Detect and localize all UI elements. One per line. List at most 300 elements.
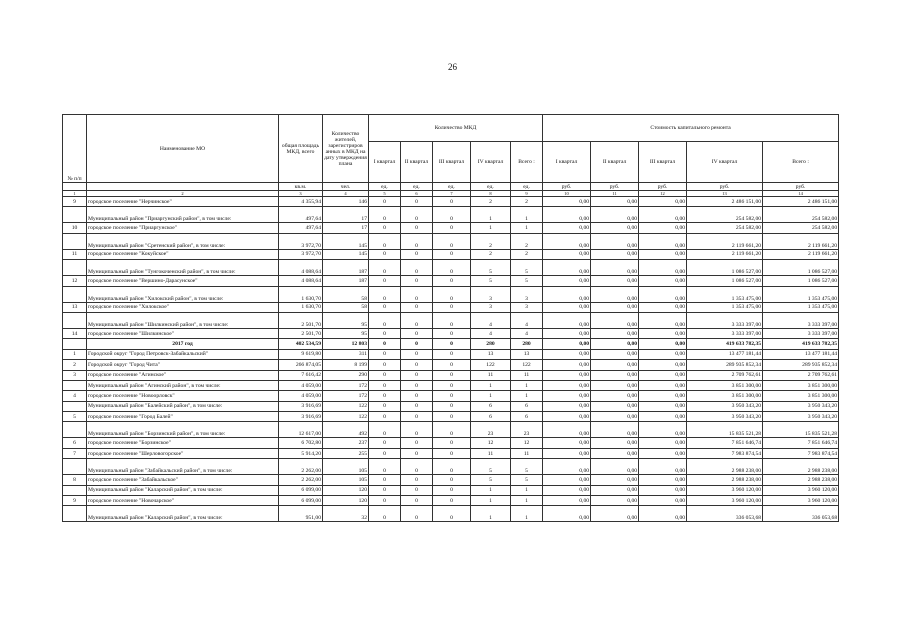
table-cell: 0,00 (543, 370, 591, 380)
table-cell: Муниципальный район "Балейский район", в том числе: (87, 401, 279, 411)
unit-cell (63, 183, 87, 191)
table-cell: 0,00 (639, 197, 687, 207)
table-cell: 0 (401, 380, 433, 390)
table-cell: 497,64 (279, 207, 323, 223)
table-cell: 0 (401, 506, 433, 522)
table-cell: 13 (63, 302, 87, 312)
table-cell: 0 (369, 380, 401, 390)
table-cell: 0,00 (543, 412, 591, 422)
table-cell: 4 (511, 312, 543, 328)
table-cell: 14 (63, 328, 87, 338)
table-cell: Городской округ "Город Чита" (87, 360, 279, 370)
table-cell: 0 (401, 328, 433, 338)
header-cost-q2: II квартал (591, 142, 639, 183)
table-cell: 11 (471, 448, 511, 458)
table-cell: 58 (323, 286, 369, 302)
table-row (63, 380, 839, 390)
page-number: 26 (448, 62, 457, 72)
unit-cell: ед. (369, 183, 401, 191)
table-cell: 0,00 (639, 422, 687, 438)
table-cell: 0 (433, 401, 471, 411)
table-cell: 0,00 (591, 207, 639, 223)
table-cell: 0 (433, 249, 471, 259)
table-cell: городское поселение "Шерловогорское" (87, 448, 279, 458)
table-cell: 0 (433, 485, 471, 495)
table-row (63, 438, 839, 448)
table-cell: 3 960 120,00 (687, 485, 763, 495)
table-cell: 17 (323, 223, 369, 233)
table-cell: 145 (323, 249, 369, 259)
table-cell: 0 (369, 401, 401, 411)
table-cell: 0,00 (639, 249, 687, 259)
table-cell: 0,00 (591, 370, 639, 380)
table-cell: 0 (401, 475, 433, 485)
table-cell: 5 (511, 276, 543, 286)
table-cell: городское поселение "Шилкинское" (87, 328, 279, 338)
table-cell: 0 (401, 249, 433, 259)
table-cell: 0 (369, 197, 401, 207)
table-cell: 172 (323, 391, 369, 401)
table-cell: 280 (511, 339, 543, 349)
table-row (63, 422, 839, 438)
table-cell: 11 (471, 370, 511, 380)
table-cell (63, 339, 87, 349)
table-cell: 0,00 (591, 339, 639, 349)
table-cell: 254 582,00 (763, 207, 839, 223)
header-cost-total: Всего : (763, 142, 839, 183)
table-cell: 0,00 (639, 438, 687, 448)
table-cell: 172 (323, 380, 369, 390)
table-cell: 0,00 (543, 339, 591, 349)
table-cell: 0,00 (639, 360, 687, 370)
table-cell: 0,00 (543, 360, 591, 370)
table-cell: городское поселение "Забайкальское" (87, 475, 279, 485)
table-cell: 0,00 (639, 496, 687, 506)
table-cell: 0 (369, 496, 401, 506)
table-cell: 280 (471, 339, 511, 349)
table-cell: 6 (471, 401, 511, 411)
table-cell: 0,00 (639, 312, 687, 328)
table-cell: 254 582,00 (687, 223, 763, 233)
table-cell: 0 (433, 475, 471, 485)
table-cell: 1 630,70 (279, 286, 323, 302)
table-cell: 0,00 (639, 286, 687, 302)
column-number-cell: 3 (279, 191, 323, 197)
table-cell: 7 (63, 448, 87, 458)
table-cell: 0 (433, 391, 471, 401)
table-cell: 0 (369, 312, 401, 328)
table-cell: 3 960 120,00 (763, 496, 839, 506)
header-mkd-total: Всего : (511, 142, 543, 183)
table-cell: 336 053,68 (687, 506, 763, 522)
table-cell: 0,00 (639, 380, 687, 390)
table-cell: 419 633 782,35 (687, 339, 763, 349)
column-number-cell: 8 (471, 191, 511, 197)
table-cell: 3 950 343,20 (763, 401, 839, 411)
table-cell: 3 950 343,20 (763, 412, 839, 422)
table-cell: 0 (401, 391, 433, 401)
table-cell: 0 (401, 438, 433, 448)
unit-cell: руб. (591, 183, 639, 191)
table-cell: 1 (511, 496, 543, 506)
table-cell: 1 (471, 380, 511, 390)
table-cell: 0,00 (639, 448, 687, 458)
table-cell: 0,00 (543, 422, 591, 438)
table-cell: Муниципальный район "Тунгокоченский район", в том числе: (87, 260, 279, 276)
table-cell: 0 (433, 233, 471, 249)
table-cell: 0 (369, 475, 401, 485)
table-cell: 145 (323, 233, 369, 249)
table-cell: 0 (433, 312, 471, 328)
table-cell: городское поселение "Хилокское" (87, 302, 279, 312)
column-number-cell: 2 (87, 191, 279, 197)
table-cell: 0 (401, 360, 433, 370)
table-cell (63, 286, 87, 302)
table-cell: 0 (369, 391, 401, 401)
header-mkd-q3: III квартал (433, 142, 471, 183)
table-cell: 0,00 (591, 312, 639, 328)
table-cell: 3 972,70 (279, 249, 323, 259)
table-cell: 1 (471, 391, 511, 401)
table-cell: 6 099,00 (279, 485, 323, 495)
table-cell: 0,00 (543, 349, 591, 359)
table-cell: 0,00 (639, 233, 687, 249)
table-cell: 3 916,69 (279, 401, 323, 411)
table-row (63, 302, 839, 312)
table-cell: 0,00 (639, 485, 687, 495)
table-cell: 289 935 852,34 (763, 360, 839, 370)
table-cell: 10 (63, 223, 87, 233)
table-cell: 2 (471, 249, 511, 259)
table-cell: 336 053,68 (763, 506, 839, 522)
table-cell: 1 (511, 506, 543, 522)
table-cell: 5 (471, 276, 511, 286)
table-cell: 951,00 (279, 506, 323, 522)
table-cell: 0,00 (591, 496, 639, 506)
table-cell: 0,00 (543, 380, 591, 390)
table-cell: 23 (511, 422, 543, 438)
table-cell: 4 059,00 (279, 391, 323, 401)
table-cell: 4 355,94 (279, 197, 323, 207)
table-cell: 5 (471, 260, 511, 276)
table-cell: 0,00 (639, 370, 687, 380)
table-cell (63, 485, 87, 495)
table-cell (63, 233, 87, 249)
table-cell: 187 (323, 260, 369, 276)
table-cell: 0,00 (639, 391, 687, 401)
table-cell: 0 (401, 223, 433, 233)
table-cell: 2 988 238,00 (687, 459, 763, 475)
table-cell: 0,00 (543, 276, 591, 286)
table-cell: 0,00 (543, 223, 591, 233)
table-cell: городское поселение "Кокуйское" (87, 249, 279, 259)
table-cell: 8 (63, 475, 87, 485)
table-cell: 0 (401, 233, 433, 249)
table-cell: 0,00 (543, 302, 591, 312)
table-cell: 6 (511, 412, 543, 422)
table-cell: 0,00 (639, 276, 687, 286)
table-cell: 0,00 (591, 485, 639, 495)
table-cell: 3 333 397,00 (687, 312, 763, 328)
table-cell: 105 (323, 459, 369, 475)
table-row (63, 448, 839, 458)
table-cell: 105 (323, 475, 369, 485)
table-cell: 32 (323, 506, 369, 522)
table-cell: 0 (401, 459, 433, 475)
table-cell: 1 (511, 391, 543, 401)
table-cell: 0 (369, 412, 401, 422)
table-cell: 0 (369, 260, 401, 276)
table-cell: 2 (511, 233, 543, 249)
table-cell: 0,00 (591, 223, 639, 233)
table-cell: 120 (323, 496, 369, 506)
table-cell: 0,00 (543, 197, 591, 207)
table-cell: 3 950 343,20 (687, 412, 763, 422)
unit-cell: ед. (433, 183, 471, 191)
table-cell: 0,00 (591, 380, 639, 390)
table-cell: 6 099,00 (279, 496, 323, 506)
column-number-cell: 11 (591, 191, 639, 197)
table-cell: 0 (433, 360, 471, 370)
table-cell: 0,00 (591, 391, 639, 401)
table-cell: 3 (511, 286, 543, 302)
header-mkd-group: Количество МКД (369, 115, 543, 142)
header-mkd-q2: II квартал (401, 142, 433, 183)
table-cell: 0,00 (543, 328, 591, 338)
table-cell: 0 (401, 496, 433, 506)
table-cell: 0,00 (543, 496, 591, 506)
table-cell: 3 333 397,00 (763, 312, 839, 328)
table-cell: 0 (433, 412, 471, 422)
table-cell: 1 353 475,00 (687, 286, 763, 302)
column-number-cell: 6 (401, 191, 433, 197)
table-cell: 2 119 661,20 (687, 249, 763, 259)
table-cell: 0 (369, 339, 401, 349)
table-cell: 2 988 238,00 (763, 475, 839, 485)
table-cell: 1 086 527,00 (763, 276, 839, 286)
table-cell: 0 (433, 448, 471, 458)
table-cell: 12 (63, 276, 87, 286)
table-cell: 15 835 521,28 (763, 422, 839, 438)
table-cell: 13 477 181,44 (687, 349, 763, 359)
column-number-cell: 13 (687, 191, 763, 197)
table-cell: 0 (433, 506, 471, 522)
table-cell: 0,00 (591, 328, 639, 338)
column-number-cell: 14 (763, 191, 839, 197)
table-cell: 237 (323, 438, 369, 448)
table-cell: 1 086 527,00 (687, 260, 763, 276)
header-name: Наименование МО (87, 115, 279, 183)
table-cell: 95 (323, 328, 369, 338)
table-cell: 7 616,42 (279, 370, 323, 380)
table-cell: 6 (511, 401, 543, 411)
table-cell: 4 088,64 (279, 276, 323, 286)
table-cell: городское поселение "Нерчинское" (87, 197, 279, 207)
table-cell: 1 (511, 380, 543, 390)
table-cell: 0,00 (543, 249, 591, 259)
table-cell: 0,00 (639, 302, 687, 312)
table-cell: 1 086 527,00 (687, 276, 763, 286)
column-number-cell: 4 (323, 191, 369, 197)
table-cell: 254 582,00 (763, 223, 839, 233)
table-cell: 4 (511, 328, 543, 338)
table-cell: 0 (369, 328, 401, 338)
table-cell: 0,00 (543, 485, 591, 495)
table-cell: 0,00 (543, 233, 591, 249)
table-cell: 13 477 181,44 (763, 349, 839, 359)
table-cell (63, 207, 87, 223)
table-cell: 2 (471, 233, 511, 249)
table-cell: 6 (471, 412, 511, 422)
table-cell: 7 983 874,54 (687, 448, 763, 458)
table-cell: 5 (511, 475, 543, 485)
table-cell: 0,00 (543, 260, 591, 276)
table-cell: 0 (433, 276, 471, 286)
table-cell: 0,00 (591, 302, 639, 312)
unit-cell: руб. (763, 183, 839, 191)
table-cell: 58 (323, 302, 369, 312)
table-cell: Муниципальный район "Сретенский район", в том числе: (87, 233, 279, 249)
table-cell: 0 (433, 207, 471, 223)
table-cell: 2 988 238,00 (763, 459, 839, 475)
table-cell: 6 702,80 (279, 438, 323, 448)
table-cell: 12 617,00 (279, 422, 323, 438)
table-cell: 0,00 (639, 459, 687, 475)
header-cost-q3: III квартал (639, 142, 687, 183)
table-cell: 0,00 (543, 391, 591, 401)
table-cell: 1 (511, 485, 543, 495)
table-cell: Муниципальный район "Борзинский район", в том числе: (87, 422, 279, 438)
table-row (63, 286, 839, 302)
unit-cell: ед. (471, 183, 511, 191)
table-cell: 0 (369, 349, 401, 359)
table-cell: 1 353 475,00 (687, 302, 763, 312)
table-cell: 0 (433, 302, 471, 312)
table-cell: 1 (471, 496, 511, 506)
table-cell: 1 (471, 223, 511, 233)
table-cell: 15 835 521,28 (687, 422, 763, 438)
table-cell: 0 (369, 233, 401, 249)
table-cell: 0 (401, 370, 433, 380)
table-cell: 5 (471, 475, 511, 485)
table-cell: Муниципальный район "Хилокский район", в том числе: (87, 286, 279, 302)
table-row (63, 496, 839, 506)
table-cell: 3 851 300,00 (763, 380, 839, 390)
table-cell: 402 534,59 (279, 339, 323, 349)
table-cell: 0,00 (591, 412, 639, 422)
table-cell: 3 333 397,00 (687, 328, 763, 338)
table-cell: 7 851 646,74 (687, 438, 763, 448)
column-number-cell: 10 (543, 191, 591, 197)
table-cell: 0 (433, 349, 471, 359)
table-cell: 3 960 120,00 (687, 496, 763, 506)
table-cell: 0 (369, 370, 401, 380)
table-cell: 1 (511, 223, 543, 233)
table-cell: 11 (511, 370, 543, 380)
table-cell: 5 (471, 459, 511, 475)
table-cell: 0 (369, 448, 401, 458)
unit-cell: руб. (639, 183, 687, 191)
table-row (63, 401, 839, 411)
table-row (63, 412, 839, 422)
units-row (63, 183, 839, 191)
table-cell: 0,00 (591, 448, 639, 458)
table-cell: 12 803 (323, 339, 369, 349)
table-cell: 419 633 782,35 (763, 339, 839, 349)
table-cell: 2 501,70 (279, 312, 323, 328)
header-num: № п/п (63, 115, 87, 183)
table-cell: 0 (401, 276, 433, 286)
table-cell: 4 088,64 (279, 260, 323, 276)
table-cell: городское поселение "Агинское" (87, 370, 279, 380)
table-cell: 3 (511, 302, 543, 312)
table-cell: городское поселение "Новоорловск" (87, 391, 279, 401)
table-cell: 5 (63, 412, 87, 422)
table-cell: 0,00 (639, 207, 687, 223)
table-cell: 0 (369, 485, 401, 495)
table-cell: 0,00 (591, 233, 639, 249)
table-cell: 0,00 (591, 401, 639, 411)
table-row (63, 391, 839, 401)
table-cell: 0 (433, 339, 471, 349)
table-cell (63, 459, 87, 475)
table-cell: 122 (323, 412, 369, 422)
table-cell (63, 401, 87, 411)
table-cell: 1 353 475,00 (763, 286, 839, 302)
table-cell: 2017 год (87, 339, 279, 349)
table-cell: 0,00 (543, 312, 591, 328)
table-cell: 0 (401, 302, 433, 312)
table-cell: 0,00 (639, 475, 687, 485)
table-cell: Муниципальный район "Забайкальский район", в том числе: (87, 459, 279, 475)
table-cell: 2 486 151,00 (687, 197, 763, 207)
table-cell: 0 (401, 422, 433, 438)
table-cell: 0,00 (591, 249, 639, 259)
table-cell: 3 851 300,00 (763, 391, 839, 401)
table-cell: 0 (433, 496, 471, 506)
table-cell: 0,00 (591, 276, 639, 286)
table-cell: 2 (511, 197, 543, 207)
table-cell: городское поселение "Вершино-Дарасунское" (87, 276, 279, 286)
table-cell: Муниципальный район "Агинский район", в том числе: (87, 380, 279, 390)
table-cell: 2 119 661,20 (687, 233, 763, 249)
table-cell: 0 (369, 276, 401, 286)
table-cell: 0,00 (591, 360, 639, 370)
table-row (63, 485, 839, 495)
unit-cell: ед. (401, 183, 433, 191)
table-cell: 0,00 (639, 260, 687, 276)
table-cell: 0 (433, 197, 471, 207)
table-cell: 3 916,69 (279, 412, 323, 422)
table-cell: 13 (471, 349, 511, 359)
table-cell: 0 (401, 339, 433, 349)
table-cell: 2 709 762,61 (763, 370, 839, 380)
table-cell: 2 486 151,00 (763, 197, 839, 207)
table-row (63, 276, 839, 286)
table-cell: 0 (401, 412, 433, 422)
table-cell: 0 (369, 207, 401, 223)
table-cell: 2 119 661,20 (763, 249, 839, 259)
table-cell: 492 (323, 422, 369, 438)
table-cell: 0 (433, 223, 471, 233)
table-cell: 1 (471, 485, 511, 495)
table-cell: 9 (63, 197, 87, 207)
table-cell: 11 (63, 249, 87, 259)
table-cell: 122 (511, 360, 543, 370)
table-cell: 1 (471, 207, 511, 223)
column-number-cell: 5 (369, 191, 401, 197)
table-cell: 0 (401, 485, 433, 495)
